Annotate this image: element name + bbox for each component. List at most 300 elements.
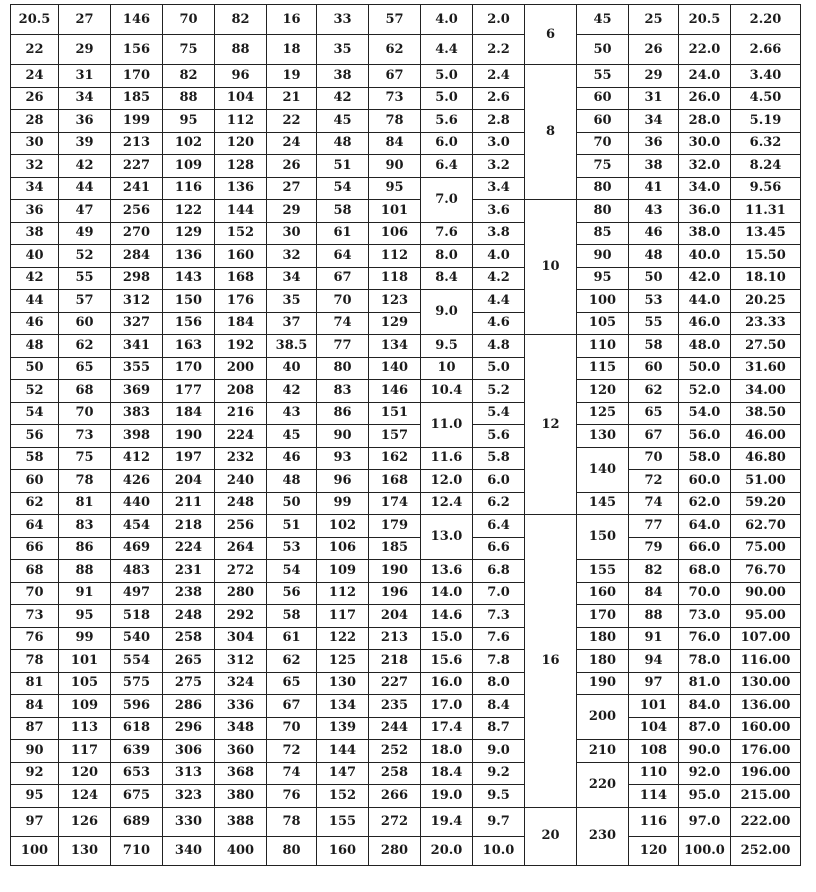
table-cell: 80	[577, 177, 629, 200]
table-cell: 83	[317, 380, 369, 403]
table-cell: 123	[369, 290, 421, 313]
table-cell: 20.25	[731, 290, 801, 313]
table-cell: 29	[267, 200, 317, 223]
table-cell: 130	[577, 425, 629, 448]
table-cell: 95	[369, 177, 421, 200]
table-cell: 176	[215, 290, 267, 313]
table-cell: 46	[267, 447, 317, 470]
table-cell: 240	[215, 470, 267, 493]
table-cell: 84	[11, 695, 59, 718]
table-cell: 78	[267, 807, 317, 836]
table-cell: 42	[11, 267, 59, 290]
table-row	[11, 5, 801, 35]
table-cell: 51	[317, 155, 369, 178]
table-cell: 46.00	[731, 425, 801, 448]
table-cell: 120	[629, 836, 679, 865]
table-cell: 218	[369, 650, 421, 673]
table-cell: 95.0	[679, 785, 731, 808]
table-cell: 22	[11, 35, 59, 65]
table-cell: 176.00	[731, 740, 801, 763]
table-cell: 36	[629, 132, 679, 155]
table-cell: 77	[629, 515, 679, 538]
table-cell: 136.00	[731, 695, 801, 718]
table-cell: 248	[215, 492, 267, 515]
table-cell: 256	[215, 515, 267, 538]
table-cell: 16	[525, 515, 577, 808]
table-cell: 218	[163, 515, 215, 538]
table-cell: 28.0	[679, 110, 731, 133]
table-cell: 67	[369, 65, 421, 88]
table-cell: 87	[11, 717, 59, 740]
table-cell: 38.0	[679, 222, 731, 245]
table-row	[11, 695, 801, 718]
table-cell: 340	[163, 836, 215, 865]
table-cell: 88	[215, 35, 267, 65]
table-cell: 9.0	[421, 290, 473, 335]
table-cell: 84.0	[679, 695, 731, 718]
table-cell: 7.6	[421, 222, 473, 245]
table-cell: 179	[369, 515, 421, 538]
table-row	[11, 425, 801, 448]
table-cell: 323	[163, 785, 215, 808]
table-cell: 2.4	[473, 65, 525, 88]
table-cell: 44.0	[679, 290, 731, 313]
table-cell: 29	[59, 35, 111, 65]
table-cell: 129	[163, 222, 215, 245]
table-cell: 130	[59, 836, 111, 865]
table-cell: 227	[111, 155, 163, 178]
table-cell: 160.00	[731, 717, 801, 740]
table-cell: 284	[111, 245, 163, 268]
table-cell: 46	[629, 222, 679, 245]
table-cell: 100	[577, 290, 629, 313]
table-row	[11, 357, 801, 380]
table-cell: 689	[111, 807, 163, 836]
table-cell: 170	[111, 65, 163, 88]
table-cell: 110	[577, 335, 629, 358]
table-cell: 180	[577, 627, 629, 650]
table-cell: 180	[577, 650, 629, 673]
table-cell: 144	[317, 740, 369, 763]
table-cell: 48	[317, 132, 369, 155]
table-cell: 81	[59, 492, 111, 515]
table-cell: 72	[629, 470, 679, 493]
table-cell: 156	[111, 35, 163, 65]
table-cell: 252.00	[731, 836, 801, 865]
table-cell: 653	[111, 762, 163, 785]
table-cell: 78	[59, 470, 111, 493]
table-cell: 152	[317, 785, 369, 808]
table-cell: 85	[577, 222, 629, 245]
table-cell: 73	[369, 87, 421, 110]
table-cell: 8	[525, 65, 577, 200]
table-cell: 11.31	[731, 200, 801, 223]
table-cell: 639	[111, 740, 163, 763]
table-cell: 84	[369, 132, 421, 155]
table-row	[11, 785, 801, 808]
table-cell: 224	[163, 537, 215, 560]
table-cell: 280	[215, 582, 267, 605]
table-cell: 67	[267, 695, 317, 718]
table-cell: 497	[111, 582, 163, 605]
table-cell: 58	[317, 200, 369, 223]
table-cell: 37	[267, 312, 317, 335]
table-cell: 60	[629, 357, 679, 380]
table-cell: 70	[577, 132, 629, 155]
table-cell: 213	[111, 132, 163, 155]
table-cell: 81	[11, 672, 59, 695]
table-cell: 65	[59, 357, 111, 380]
table-cell: 43	[629, 200, 679, 223]
table-cell: 95	[11, 785, 59, 808]
table-cell: 190	[369, 560, 421, 583]
table-cell: 2.0	[473, 5, 525, 35]
table-cell: 298	[111, 267, 163, 290]
table-cell: 112	[369, 245, 421, 268]
table-row	[11, 492, 801, 515]
table-cell: 55	[629, 312, 679, 335]
table-row	[11, 312, 801, 335]
table-cell: 24	[267, 132, 317, 155]
table-cell: 70.0	[679, 582, 731, 605]
table-cell: 168	[369, 470, 421, 493]
table-cell: 90	[369, 155, 421, 178]
table-cell: 97	[11, 807, 59, 836]
table-cell: 42	[59, 155, 111, 178]
table-cell: 38.50	[731, 402, 801, 425]
table-cell: 72	[267, 740, 317, 763]
table-cell: 117	[59, 740, 111, 763]
table-cell: 34.00	[731, 380, 801, 403]
table-cell: 35	[267, 290, 317, 313]
table-cell: 58	[267, 605, 317, 628]
table-cell: 177	[163, 380, 215, 403]
table-cell: 266	[369, 785, 421, 808]
table-cell: 62.70	[731, 515, 801, 538]
table-cell: 34	[59, 87, 111, 110]
table-cell: 140	[577, 447, 629, 492]
table-cell: 117	[317, 605, 369, 628]
table-cell: 8.24	[731, 155, 801, 178]
table-cell: 330	[163, 807, 215, 836]
table-cell: 20	[525, 807, 577, 865]
table-cell: 313	[163, 762, 215, 785]
table-cell: 18	[267, 35, 317, 65]
table-cell: 184	[215, 312, 267, 335]
table-cell: 272	[369, 807, 421, 836]
table-cell: 26	[11, 87, 59, 110]
table-cell: 114	[629, 785, 679, 808]
table-cell: 17.0	[421, 695, 473, 718]
table-cell: 54.0	[679, 402, 731, 425]
table-cell: 9.5	[473, 785, 525, 808]
table-cell: 41	[629, 177, 679, 200]
table-cell: 116	[629, 807, 679, 836]
table-row	[11, 515, 801, 538]
table-cell: 78	[369, 110, 421, 133]
table-cell: 42	[267, 380, 317, 403]
table-cell: 48	[11, 335, 59, 358]
table-cell: 42.0	[679, 267, 731, 290]
table-cell: 76	[11, 627, 59, 650]
table-cell: 108	[629, 740, 679, 763]
table-cell: 120	[215, 132, 267, 155]
table-cell: 30	[11, 132, 59, 155]
table-cell: 360	[215, 740, 267, 763]
table-cell: 6.6	[473, 537, 525, 560]
table-cell: 304	[215, 627, 267, 650]
table-cell: 5.0	[473, 357, 525, 380]
table-cell: 241	[111, 177, 163, 200]
table-row	[11, 605, 801, 628]
table-cell: 56	[267, 582, 317, 605]
table-cell: 26.0	[679, 87, 731, 110]
table-cell: 26	[629, 35, 679, 65]
table-cell: 122	[163, 200, 215, 223]
table-cell: 3.8	[473, 222, 525, 245]
table-cell: 42	[317, 87, 369, 110]
table-row	[11, 380, 801, 403]
table-cell: 5.0	[421, 65, 473, 88]
table-cell: 15.0	[421, 627, 473, 650]
table-cell: 99	[59, 627, 111, 650]
table-cell: 200	[577, 695, 629, 740]
table-cell: 238	[163, 582, 215, 605]
table-cell: 122	[317, 627, 369, 650]
table-cell: 75	[577, 155, 629, 178]
table-cell: 21	[267, 87, 317, 110]
table-cell: 248	[163, 605, 215, 628]
table-cell: 8.4	[421, 267, 473, 290]
table-row	[11, 627, 801, 650]
table-cell: 86	[317, 402, 369, 425]
table-cell: 440	[111, 492, 163, 515]
table-cell: 18.4	[421, 762, 473, 785]
table-cell: 68	[11, 560, 59, 583]
table-cell: 252	[369, 740, 421, 763]
table-cell: 50	[577, 35, 629, 65]
table-cell: 48	[267, 470, 317, 493]
table-cell: 81.0	[679, 672, 731, 695]
table-cell: 13.45	[731, 222, 801, 245]
table-cell: 134	[317, 695, 369, 718]
table-cell: 40	[267, 357, 317, 380]
table-cell: 265	[163, 650, 215, 673]
table-cell: 48.0	[679, 335, 731, 358]
table-cell: 44	[11, 290, 59, 313]
table-cell: 258	[163, 627, 215, 650]
table-cell: 327	[111, 312, 163, 335]
table-cell: 19.4	[421, 807, 473, 836]
table-cell: 9.0	[473, 740, 525, 763]
table-row	[11, 582, 801, 605]
table-cell: 24	[11, 65, 59, 88]
table-cell: 160	[317, 836, 369, 865]
table-cell: 213	[369, 627, 421, 650]
table-cell: 244	[369, 717, 421, 740]
table-cell: 13.0	[421, 515, 473, 560]
table-cell: 18.0	[421, 740, 473, 763]
table-cell: 369	[111, 380, 163, 403]
table-cell: 22	[267, 110, 317, 133]
table-cell: 341	[111, 335, 163, 358]
table-cell: 106	[369, 222, 421, 245]
table-cell: 160	[577, 582, 629, 605]
table-cell: 82	[215, 5, 267, 35]
table-cell: 95	[577, 267, 629, 290]
table-cell: 74	[267, 762, 317, 785]
table-cell: 76	[267, 785, 317, 808]
table-cell: 19.0	[421, 785, 473, 808]
table-cell: 19	[267, 65, 317, 88]
table-cell: 58	[11, 447, 59, 470]
table-cell: 220	[577, 762, 629, 807]
table-cell: 57	[369, 5, 421, 35]
table-cell: 102	[163, 132, 215, 155]
table-cell: 62	[59, 335, 111, 358]
table-cell: 10.4	[421, 380, 473, 403]
table-cell: 286	[163, 695, 215, 718]
table-cell: 258	[369, 762, 421, 785]
table-cell: 6.4	[473, 515, 525, 538]
table-row	[11, 87, 801, 110]
table-cell: 104	[215, 87, 267, 110]
table-cell: 355	[111, 357, 163, 380]
table-cell: 104	[629, 717, 679, 740]
table-row	[11, 222, 801, 245]
table-row	[11, 470, 801, 493]
table-row	[11, 35, 801, 65]
table-cell: 93	[317, 447, 369, 470]
table-cell: 107.00	[731, 627, 801, 650]
table-cell: 7.6	[473, 627, 525, 650]
table-cell: 26	[267, 155, 317, 178]
table-row	[11, 447, 801, 470]
table-cell: 50	[267, 492, 317, 515]
table-cell: 73	[59, 425, 111, 448]
table-cell: 14.6	[421, 605, 473, 628]
table-cell: 96	[317, 470, 369, 493]
table-cell: 49	[59, 222, 111, 245]
table-cell: 86	[59, 537, 111, 560]
table-cell: 134	[369, 335, 421, 358]
table-row	[11, 650, 801, 673]
table-cell: 84	[629, 582, 679, 605]
table-cell: 128	[215, 155, 267, 178]
table-cell: 60.0	[679, 470, 731, 493]
table-cell: 60	[59, 312, 111, 335]
table-cell: 190	[577, 672, 629, 695]
table-cell: 125	[317, 650, 369, 673]
table-cell: 95.00	[731, 605, 801, 628]
table-cell: 6.2	[473, 492, 525, 515]
table-cell: 211	[163, 492, 215, 515]
table-cell: 9.56	[731, 177, 801, 200]
table-cell: 204	[163, 470, 215, 493]
table-cell: 6.8	[473, 560, 525, 583]
table-cell: 53	[629, 290, 679, 313]
table-cell: 383	[111, 402, 163, 425]
table-cell: 16	[267, 5, 317, 35]
table-cell: 97.0	[679, 807, 731, 836]
table-cell: 136	[215, 177, 267, 200]
table-cell: 70	[317, 290, 369, 313]
table-cell: 36.0	[679, 200, 731, 223]
table-cell: 74	[629, 492, 679, 515]
table-cell: 34.0	[679, 177, 731, 200]
table-cell: 64	[11, 515, 59, 538]
table-cell: 97	[629, 672, 679, 695]
table-cell: 8.0	[473, 672, 525, 695]
table-cell: 306	[163, 740, 215, 763]
table-cell: 54	[267, 560, 317, 583]
table-cell: 101	[59, 650, 111, 673]
table-cell: 150	[577, 515, 629, 560]
table-cell: 147	[317, 762, 369, 785]
table-cell: 6.4	[421, 155, 473, 178]
table-cell: 65	[267, 672, 317, 695]
table-cell: 109	[163, 155, 215, 178]
table-cell: 324	[215, 672, 267, 695]
table-cell: 88	[629, 605, 679, 628]
table-cell: 70	[11, 582, 59, 605]
table-cell: 120	[577, 380, 629, 403]
table-cell: 9.7	[473, 807, 525, 836]
table-cell: 79	[629, 537, 679, 560]
table-cell: 348	[215, 717, 267, 740]
table-cell: 120	[59, 762, 111, 785]
table-cell: 25	[629, 5, 679, 35]
table-cell: 91	[59, 582, 111, 605]
table-cell: 87.0	[679, 717, 731, 740]
table-cell: 11.0	[421, 402, 473, 447]
table-cell: 45	[317, 110, 369, 133]
table-cell: 4.0	[473, 245, 525, 268]
table-cell: 7.0	[473, 582, 525, 605]
table-cell: 100	[11, 836, 59, 865]
table-cell: 82	[629, 560, 679, 583]
table-cell: 6.32	[731, 132, 801, 155]
table-cell: 232	[215, 447, 267, 470]
table-cell: 88	[59, 560, 111, 583]
table-cell: 31.60	[731, 357, 801, 380]
table-cell: 222.00	[731, 807, 801, 836]
table-cell: 11.6	[421, 447, 473, 470]
table-cell: 73.0	[679, 605, 731, 628]
table-cell: 70	[59, 402, 111, 425]
table-cell: 17.4	[421, 717, 473, 740]
table-cell: 227	[369, 672, 421, 695]
table-cell: 70	[163, 5, 215, 35]
table-cell: 216	[215, 402, 267, 425]
table-cell: 43	[267, 402, 317, 425]
table-cell: 10.0	[473, 836, 525, 865]
table-cell: 292	[215, 605, 267, 628]
table-cell: 60	[577, 87, 629, 110]
table-cell: 10	[525, 200, 577, 335]
table-cell: 14.0	[421, 582, 473, 605]
table-cell: 596	[111, 695, 163, 718]
table-cell: 55	[59, 267, 111, 290]
table-cell: 38.5	[267, 335, 317, 358]
table-cell: 150	[163, 290, 215, 313]
table-cell: 38	[11, 222, 59, 245]
table-cell: 64.0	[679, 515, 731, 538]
table-cell: 62	[11, 492, 59, 515]
table-cell: 200	[215, 357, 267, 380]
table-cell: 3.4	[473, 177, 525, 200]
table-cell: 105	[577, 312, 629, 335]
